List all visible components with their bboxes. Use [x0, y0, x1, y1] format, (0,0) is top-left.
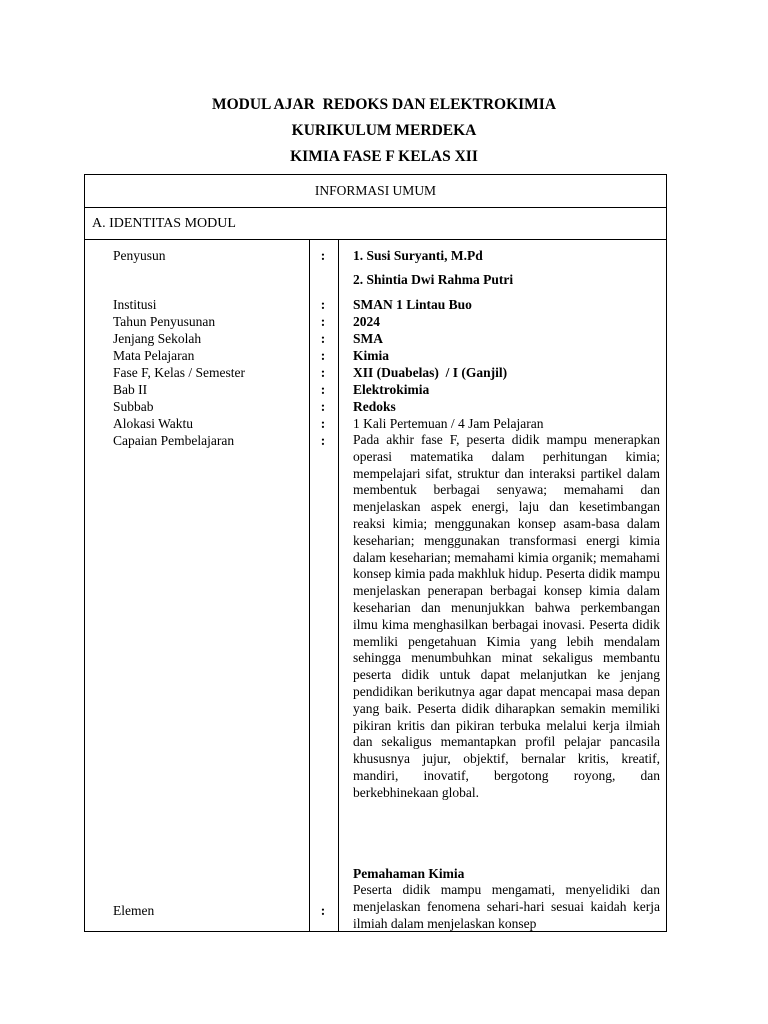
- field-colon-subbab: :: [320, 399, 326, 414]
- field-label-institusi: Institusi: [113, 297, 157, 312]
- field-label-alokasi-waktu: Alokasi Waktu: [113, 416, 194, 431]
- field-value-tahun: 2024: [353, 314, 380, 329]
- title-line-3: KIMIA FASE F KELAS XII: [290, 148, 478, 165]
- field-colon-penyusun: :: [320, 248, 326, 263]
- field-value-jenjang: SMA: [353, 331, 383, 346]
- field-label-subbab: Subbab: [113, 399, 154, 414]
- field-label-mata-pelajaran: Mata Pelajaran: [113, 348, 195, 363]
- field-value-alokasi-waktu: 1 Kali Pertemuan / 4 Jam Pelajaran: [353, 416, 544, 431]
- title-line-1: MODUL AJAR REDOKS DAN ELEKTROKIMIA: [211, 96, 557, 113]
- field-colon-tahun: :: [320, 314, 326, 329]
- field-value-penyusun-2: 2. Shintia Dwi Rahma Putri: [353, 272, 514, 287]
- column-divider-left: [309, 240, 310, 931]
- document-title: [0, 92, 768, 170]
- field-value-elemen: Peserta didik mampu mengamati, menyelidiki dan menjelaskan fenomena sehari-hari sesuai kaidah kerja ilmiah dalam menjelaskan konsep: [353, 882, 660, 931]
- field-colon-mata-pelajaran: :: [320, 348, 326, 363]
- field-value-fase-kelas: XII (Duabelas) / I (Ganjil): [353, 365, 508, 380]
- field-colon-capaian: :: [320, 433, 326, 448]
- field-colon-bab: :: [320, 382, 326, 397]
- field-value-penyusun-1: 1. Susi Suryanti, M.Pd: [353, 248, 483, 263]
- field-label-fase-kelas: Fase F, Kelas / Semester: [113, 365, 246, 380]
- field-colon-fase-kelas: :: [320, 365, 326, 380]
- section-heading-identitas: A. IDENTITAS MODUL: [85, 208, 666, 240]
- field-value-mata-pelajaran: Kimia: [353, 348, 389, 363]
- field-label-jenjang: Jenjang Sekolah: [113, 331, 202, 346]
- field-colon-alokasi-waktu: :: [320, 416, 326, 431]
- field-value-subbab: Redoks: [353, 399, 396, 414]
- field-value-institusi: SMAN 1 Lintau Buo: [353, 297, 472, 312]
- module-info-table: [84, 174, 667, 932]
- pemahaman-kimia-heading: Pemahaman Kimia: [353, 866, 465, 881]
- field-label-capaian: Capaian Pembelajaran: [113, 433, 235, 448]
- info-header: INFORMASI UMUM: [85, 175, 666, 208]
- field-value-capaian: Pada akhir fase F, peserta didik mampu menerapkan operasi matematika dalam perhitungan kimia; mempelajari sifat, struktur dan interaksi partikel dalam membentuk berbagai senyawa; memahami dan menjelaskan aspek energi, laju dan kesetimbangan reaksi kimia; menggunakan konsep asam-basa dalam keseharian; menggunakan transformasi energi kimia dalam keseharian; memahami kimia organik; memahami konsep kimia pada makhluk hidup. Peserta didik mampu menjelaskan penerapan berbagai konsep kimia dalam keseharian dan menunjukkan bahwa perkembangan ilmu kima menghasilkan berbagai inovasi. Peserta didik memliki pengetahuan Kimia yang lebih mendalam sehingga menumbuhkan minat sekaligus membantu peserta didik untuk dapat melanjutkan ke jenjang pendidikan berikutnya agar dapat mencapai masa depan yang baik. Peserta didik diharapkan semakin memiliki pikiran kritis dan pikiran terbuka melalui kerja ilmiah dan sekaligus memantapkan profil pelajar pancasila khususnya jujur, objektif, bernalar kritis, kreatif, mandiri, inovatif, bergotong royong, dan berkebhinekaan global.: [353, 432, 660, 800]
- field-value-bab: Elektrokimia: [353, 382, 430, 397]
- field-label-elemen: Elemen: [113, 903, 155, 918]
- field-colon-jenjang: :: [320, 331, 326, 346]
- field-label-penyusun: Penyusun: [113, 248, 166, 263]
- field-colon-institusi: :: [320, 297, 326, 312]
- field-label-tahun: Tahun Penyusunan: [113, 314, 216, 329]
- column-divider-right: [338, 240, 339, 931]
- field-colon-elemen: :: [320, 903, 326, 918]
- field-label-bab: Bab II: [113, 382, 148, 397]
- title-line-2: KURIKULUM MERDEKA: [291, 122, 477, 139]
